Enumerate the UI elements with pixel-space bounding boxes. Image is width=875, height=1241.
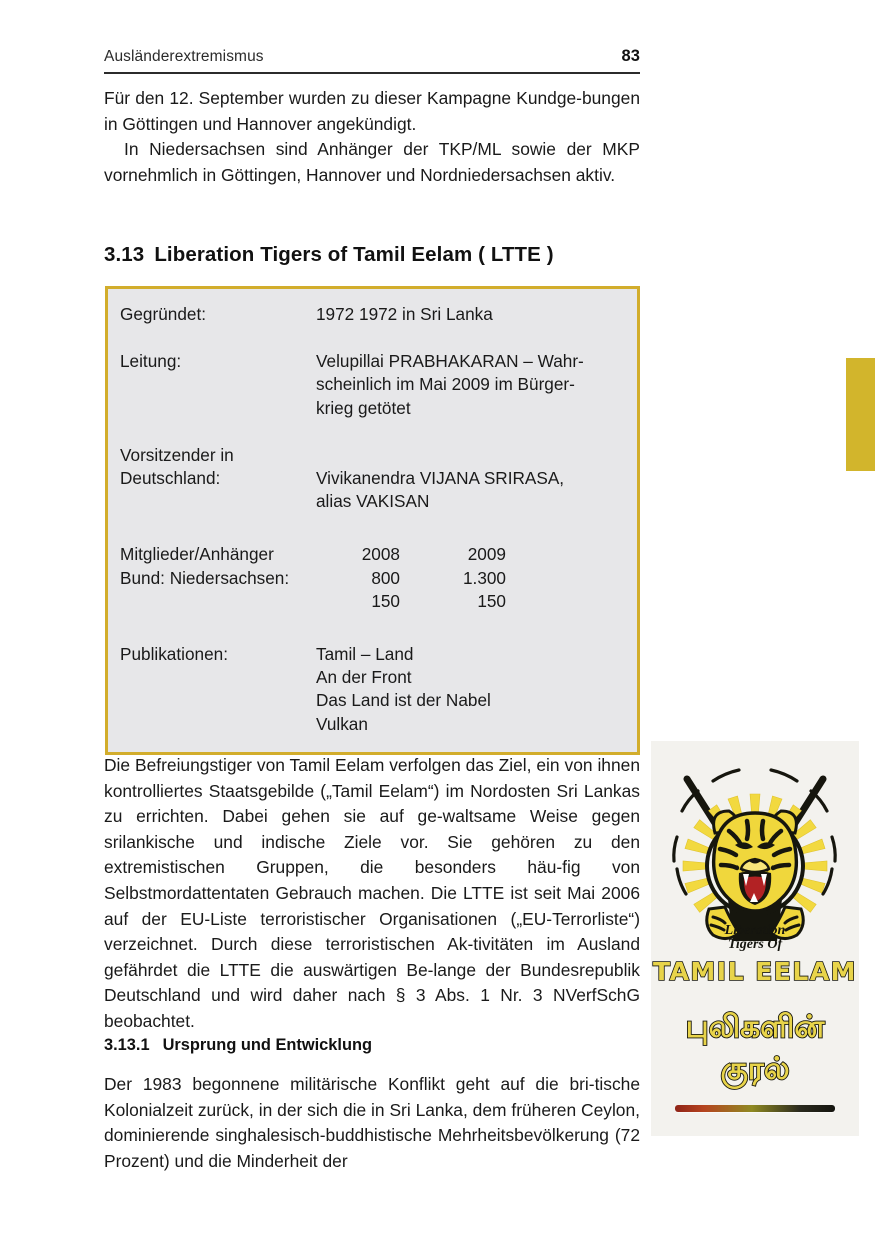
bund-2008-value: 800 xyxy=(371,567,400,588)
chairperson-line-2: alias VAKISAN xyxy=(316,491,430,512)
emblem-tamil-line-1: புலிகளின் xyxy=(685,1009,825,1045)
page-number: 83 xyxy=(621,47,640,65)
membership-column-2009 xyxy=(400,543,506,613)
leadership-line-3: krieg getötet xyxy=(316,397,411,418)
founded-value: 1972 1972 in Sri Lanka xyxy=(316,304,493,324)
header-rule xyxy=(104,72,640,74)
infobox-row-membership xyxy=(108,543,637,613)
section-title: Liberation Tigers of Tamil Eelam ( LTTE ) xyxy=(154,243,554,266)
membership-column-2008 xyxy=(316,543,400,613)
founded-label: Gegründet: xyxy=(120,304,206,324)
section-heading xyxy=(104,243,640,267)
leadership-line-1: Velupillai PRABHAKARAN – Wahr- xyxy=(316,351,584,372)
section-number: 3.13 xyxy=(104,243,145,266)
emblem-underline-bar xyxy=(675,1105,835,1112)
spacer xyxy=(108,613,637,643)
membership-figures xyxy=(316,543,637,613)
chairperson-label-line-2: Deutschland: xyxy=(120,468,221,489)
spacer xyxy=(108,420,637,444)
ltte-emblem-figure xyxy=(651,741,859,1136)
spacer xyxy=(108,513,637,543)
publication-item: An der Front xyxy=(316,667,412,688)
intro-text-1: Für den 12. September wurden zu dieser Kampagne Kundge-bungen in Göttingen und Hannover angekündigt. xyxy=(104,88,640,134)
intro-text-2 xyxy=(104,137,640,188)
emblem-tamil-line-2: குரல் xyxy=(720,1051,790,1087)
intro-paragraph-1 xyxy=(104,86,640,137)
publications-value xyxy=(316,643,637,736)
infobox-row-publications xyxy=(108,643,637,736)
publication-item: Tamil – Land xyxy=(316,644,414,665)
members-label: Mitglieder/Anhänger xyxy=(120,544,274,565)
membership-labels xyxy=(108,543,316,589)
federal-label: Bund: xyxy=(120,567,165,588)
section-heading-text xyxy=(104,243,640,267)
running-head-title: Ausländerextremismus xyxy=(104,48,264,65)
subsection-heading-text xyxy=(104,1036,640,1055)
infobox-row-leadership xyxy=(108,350,637,420)
subsection-heading xyxy=(104,1036,640,1055)
leadership-line-2: scheinlich im Mai 2009 im Bürger- xyxy=(316,374,575,395)
emblem-caption-line-2: Tigers Of xyxy=(727,937,783,952)
leadership-label: Leitung: xyxy=(120,351,182,372)
publication-item: Das Land ist der Nabel xyxy=(316,690,491,711)
emblem-caption-tamil-eelam: TAMIL EELAM xyxy=(652,957,858,986)
chairperson-value xyxy=(316,444,637,514)
subsection-title: Ursprung und Entwicklung xyxy=(162,1036,373,1054)
publication-item: Vulkan xyxy=(316,713,368,734)
main-paragraph xyxy=(104,753,640,1035)
subsection-paragraph-text: Der 1983 begonnene militärische Konflikt geht auf die bri-tische Kolonialzeit zurück, in der sich die in Sri Lanka, dem früheren Ceylon, dominierende singhalesisch-buddhistische Mehrheitsbevölkerung (72 Prozent) und die Minderheit der xyxy=(104,1074,640,1171)
infobox-row-chairperson xyxy=(108,444,637,514)
year-2009-header: 2009 xyxy=(467,544,506,565)
intro-paragraph-2 xyxy=(104,137,640,188)
emblem-caption-line-1: Liberation xyxy=(724,923,786,938)
organization-info-box xyxy=(105,286,640,755)
spacer xyxy=(108,326,637,350)
lower-saxony-label: Niedersachsen: xyxy=(169,567,290,588)
chairperson-label-line-1: Vorsitzender in xyxy=(120,444,234,465)
emblem-artwork xyxy=(651,741,859,1136)
chairperson-line-1: Vivikanendra VIJANA SRIRASA, xyxy=(316,468,565,488)
publications-label: Publikationen: xyxy=(120,644,228,665)
running-head xyxy=(104,47,640,66)
leadership-value xyxy=(316,350,637,420)
intro-text-2-content: In Niedersachsen sind Anhänger der TKP/ML sowie der MKP vornehmlich in Göttingen, Hannover und Nordniedersachsen aktiv. xyxy=(104,139,640,185)
main-paragraph-text: Die Befreiungstiger von Tamil Eelam verfolgen das Ziel, ein von ihnen kontrolliertes Staatsgebilde („Tamil Eelam“) im Nordosten Sri Lankas zu errichten. Dabei gehen sie auf ge-waltsame Weise gegen srilankische und indische Ziele vor. Sie gehören zu den extremistischen Gruppen, die besonders häu-fig von Selbstmordattentaten Gebrauch machen. Die LTTE ist seit Mai 2006 auf der EU-Liste terroristischer Organisationen („EU-Terrorliste“) verzeichnet. Durch diese terroristischen Ak-tivitäten im Ausland gefährdet die LTTE die auswärtigen Be-lange der Bundesrepublik Deutschland und wird daher nach § 3 Abs. 1 Nr. 3 NVerfSchG beobachtet. xyxy=(104,755,640,1031)
bund-2009-value: 1.300 xyxy=(462,567,506,588)
niedersachsen-2008-value: 150 xyxy=(371,590,400,611)
infobox-row-founded xyxy=(108,303,637,326)
niedersachsen-2009-value: 150 xyxy=(477,590,506,611)
chairperson-label xyxy=(108,444,316,490)
subsection-paragraph xyxy=(104,1072,640,1174)
year-2008-header: 2008 xyxy=(361,544,400,565)
page-edge-marker-tab xyxy=(846,358,875,471)
subsection-number: 3.13.1 xyxy=(104,1036,150,1054)
